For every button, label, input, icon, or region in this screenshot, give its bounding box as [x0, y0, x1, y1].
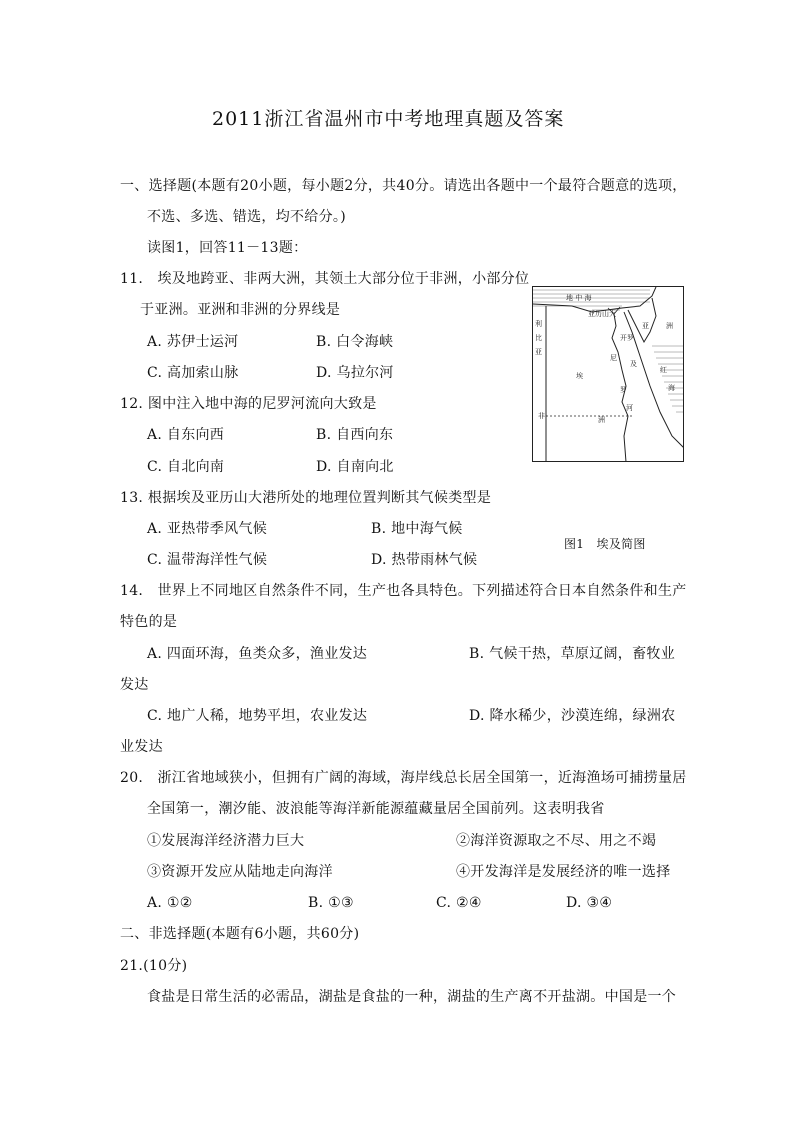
q14-option-b: B. 气候干热，草原辽阔，畜牧业: [469, 646, 675, 662]
q21-header: 21.(10分): [120, 958, 188, 974]
label-africa-2: 洲: [598, 416, 605, 424]
q20-statement-2: ②海洋资源取之不尽、用之不竭: [456, 833, 657, 849]
q11-option-a: A. 苏伊士运河: [147, 334, 239, 350]
q20-statement-3: ③资源开发应从陆地走向海洋: [147, 864, 333, 880]
label-libya-2: 比: [535, 334, 542, 342]
label-egypt-2: 及: [630, 360, 637, 368]
q12-option-d: D. 自南向北: [316, 459, 394, 475]
q20-option-a: A. ①②: [147, 895, 193, 911]
q20-option-d: D. ③④: [566, 895, 613, 911]
q11-stem-cont: 于亚洲。亚洲和非洲的分界线是: [140, 302, 341, 318]
label-asia-1: 亚: [642, 322, 649, 330]
q12-stem: 12. 图中注入地中海的尼罗河流向大致是: [120, 396, 377, 412]
q14-option-d-cont: 业发达: [120, 739, 163, 755]
section1-heading: 一、选择题(本题有20小题，每小题2分，共40分。请选出各题中一个最符合题意的选项，: [120, 178, 687, 194]
read-figure-instruction: 读图1，回答11－13题：: [147, 240, 308, 256]
q11-stem: 11. 埃及地跨亚、非两大洲，其领土大部分位于非洲，小部分位: [120, 271, 530, 287]
q20-statement-4: ④开发海洋是发展经济的唯一选择: [456, 864, 671, 880]
q20-option-b: B. ①③: [308, 895, 354, 911]
label-nile-2: 罗: [620, 386, 627, 394]
q11-option-d: D. 乌拉尔河: [316, 365, 394, 381]
q20-stem-cont: 全国第一，潮汐能、波浪能等海洋新能源蕴藏量居全国前列。这表明我省: [147, 801, 605, 817]
q14-option-d: D. 降水稀少，沙漠连绵，绿洲农: [469, 708, 676, 724]
q12-option-a: A. 自东向西: [147, 427, 225, 443]
q20-stem: 20. 浙江省地域狭小，但拥有广阔的海域，海岸线总长居全国第一，近海渔场可捕捞量居: [120, 770, 687, 786]
q12-option-c: C. 自北向南: [147, 459, 225, 475]
q14-option-b-cont: 发达: [120, 677, 149, 693]
label-alexandria: 亚历山大: [588, 310, 616, 318]
label-red-sea-1: 红: [660, 366, 667, 374]
q11-option-c: C. 高加索山脉: [147, 365, 239, 381]
q13-option-c: C. 温带海洋性气候: [147, 552, 268, 568]
q12-option-b: B. 自西向东: [316, 427, 394, 443]
egypt-map: [532, 286, 684, 462]
q14-option-a: A. 四面环海，鱼类众多，渔业发达: [147, 646, 368, 662]
label-cairo: 开罗: [620, 334, 634, 342]
label-africa-1: 非: [538, 412, 545, 420]
q11-option-b: B. 白令海峡: [316, 334, 394, 350]
q14-stem: 14. 世界上不同地区自然条件不同，生产也各具特色。下列描述符合日本自然条件和生产: [120, 583, 687, 599]
q13-stem: 13. 根据埃及亚历山大港所处的地理位置判断其气候类型是: [120, 490, 492, 506]
q20-option-c: C. ②④: [436, 895, 482, 911]
label-libya-3: 亚: [535, 348, 542, 356]
q21-stem: 食盐是日常生活的必需品，湖盐是食盐的一种，湖盐的生产离不开盐湖。中国是一个: [147, 989, 677, 1005]
q13-option-a: A. 亚热带季风气候: [147, 521, 268, 537]
q13-option-d: D. 热带雨林气候: [371, 552, 478, 568]
label-asia-2: 洲: [666, 322, 673, 330]
label-nile-3: 河: [626, 404, 633, 412]
label-red-sea-2: 海: [668, 384, 675, 392]
section1-heading-cont: 不选、多选、错选，均不给分。): [147, 209, 346, 225]
q20-statement-1: ①发展海洋经济潜力巨大: [147, 833, 305, 849]
label-nile-1: 尼: [610, 354, 617, 362]
q13-option-b: B. 地中海气候: [371, 521, 463, 537]
section2-heading: 二、非选择题(本题有6小题，共60分): [120, 926, 360, 942]
figure-caption: 图1 埃及简图: [564, 537, 646, 551]
label-egypt-1: 埃: [576, 372, 583, 380]
label-libya-1: 利: [535, 320, 542, 328]
q14-option-c: C. 地广人稀，地势平坦，农业发达: [147, 708, 368, 724]
label-mediterranean: 地 中 海: [566, 294, 592, 302]
q14-stem-cont: 特色的是: [120, 614, 178, 630]
page-title: 2011浙江省温州市中考地理真题及答案: [212, 108, 565, 130]
